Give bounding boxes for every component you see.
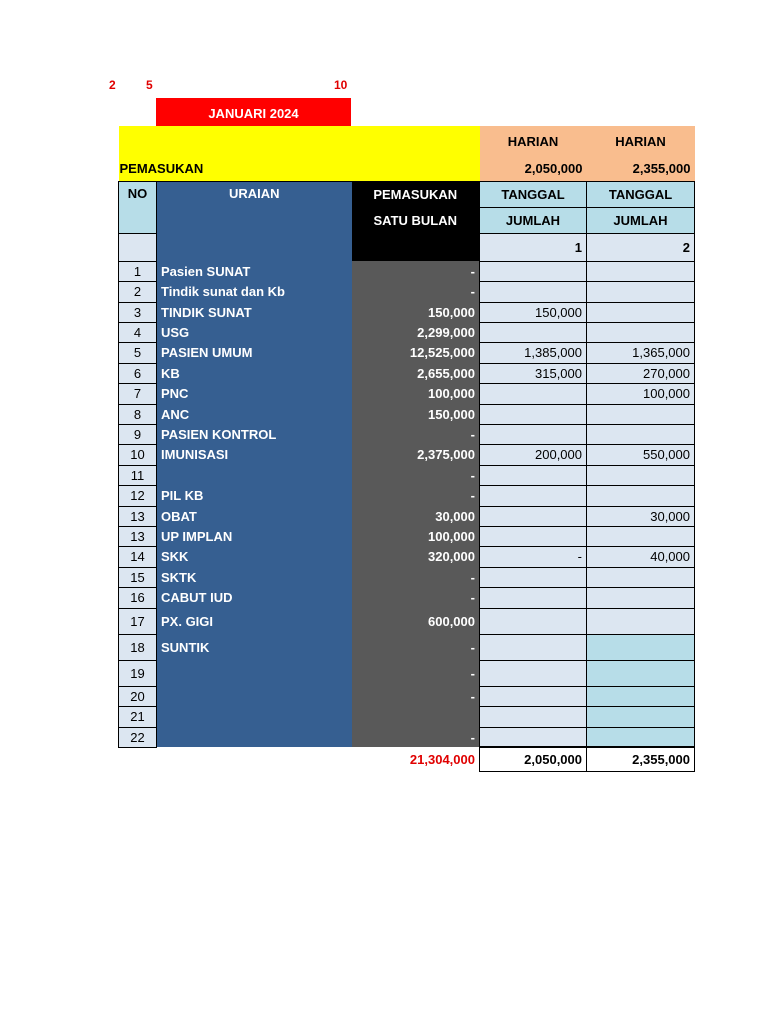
income-table bbox=[118, 126, 695, 772]
month-title: JANUARI 2024 bbox=[156, 98, 351, 126]
header-blank-uraian bbox=[157, 233, 352, 261]
table-row bbox=[119, 727, 695, 747]
row-uraian[interactable]: CABUT IUD bbox=[157, 587, 352, 608]
row-day-1[interactable] bbox=[480, 506, 587, 526]
row-day-1[interactable]: 200,000 bbox=[480, 444, 587, 465]
table-row bbox=[119, 485, 695, 506]
row-day-2[interactable] bbox=[587, 706, 695, 727]
table-row bbox=[119, 526, 695, 546]
table-row bbox=[119, 444, 695, 465]
row-no[interactable]: 13 bbox=[119, 506, 157, 526]
daily-label-1: HARIAN bbox=[480, 126, 587, 156]
daily-label-2: HARIAN bbox=[587, 126, 695, 156]
row-day-2[interactable] bbox=[587, 322, 695, 342]
table-row bbox=[119, 342, 695, 363]
row-total[interactable]: 2,655,000 bbox=[352, 363, 480, 383]
row-day-1[interactable] bbox=[480, 261, 587, 281]
header-jumlah-2: JUMLAH bbox=[587, 207, 695, 233]
row-uraian[interactable]: PNC bbox=[157, 383, 352, 404]
row-day-2[interactable] bbox=[587, 608, 695, 634]
row-no[interactable]: 8 bbox=[119, 404, 157, 424]
table-row bbox=[119, 706, 695, 727]
row-day-1[interactable] bbox=[480, 322, 587, 342]
header-pemasukan: PEMASUKAN bbox=[352, 181, 480, 207]
row-day-1[interactable] bbox=[480, 727, 587, 747]
row-uraian[interactable]: Pasien SUNAT bbox=[157, 261, 352, 281]
row-no[interactable]: 17 bbox=[119, 608, 157, 634]
row-total[interactable] bbox=[352, 706, 480, 727]
row-no[interactable]: 5 bbox=[119, 342, 157, 363]
table-row bbox=[119, 634, 695, 660]
row-no[interactable]: 20 bbox=[119, 686, 157, 706]
table-row bbox=[119, 383, 695, 404]
totals-blank bbox=[119, 747, 157, 771]
table-row bbox=[119, 322, 695, 342]
row-day-1[interactable]: 1,385,000 bbox=[480, 342, 587, 363]
row-day-2[interactable] bbox=[587, 587, 695, 608]
row-day-2[interactable]: 40,000 bbox=[587, 546, 695, 567]
row-total[interactable]: 30,000 bbox=[352, 506, 480, 526]
row-day-1[interactable] bbox=[480, 281, 587, 302]
row-day-2[interactable] bbox=[587, 261, 695, 281]
row-day-2[interactable] bbox=[587, 634, 695, 660]
row-day-2[interactable]: 550,000 bbox=[587, 444, 695, 465]
row-uraian[interactable]: Tindik sunat dan Kb bbox=[157, 281, 352, 302]
header-blank-pemasukan bbox=[352, 233, 480, 261]
row-day-2[interactable] bbox=[587, 485, 695, 506]
row-total[interactable]: - bbox=[352, 660, 480, 686]
row-total[interactable]: 320,000 bbox=[352, 546, 480, 567]
table-row bbox=[119, 567, 695, 587]
row-no[interactable]: 15 bbox=[119, 567, 157, 587]
row-total[interactable]: 150,000 bbox=[352, 302, 480, 322]
row-no[interactable]: 22 bbox=[119, 727, 157, 747]
row-no[interactable]: 12 bbox=[119, 485, 157, 506]
row-day-1[interactable] bbox=[480, 660, 587, 686]
total-month: 21,304,000 bbox=[409, 751, 475, 767]
row-day-1[interactable] bbox=[480, 686, 587, 706]
row-no[interactable]: 1 bbox=[119, 261, 157, 281]
row-day-2[interactable]: 30,000 bbox=[587, 506, 695, 526]
table-row bbox=[119, 608, 695, 634]
table-row bbox=[119, 261, 695, 281]
column-marker-2: 2 bbox=[109, 78, 116, 92]
row-day-2[interactable] bbox=[587, 660, 695, 686]
table-row bbox=[119, 506, 695, 526]
header-satu-bulan: SATU BULAN bbox=[352, 207, 480, 233]
row-day-2[interactable] bbox=[587, 281, 695, 302]
total-day-1: 2,050,000 bbox=[480, 747, 587, 771]
row-total[interactable]: - bbox=[352, 567, 480, 587]
row-day-1[interactable] bbox=[480, 706, 587, 727]
row-day-2[interactable] bbox=[587, 465, 695, 485]
row-uraian[interactable]: SKK bbox=[157, 546, 352, 567]
table-row bbox=[119, 281, 695, 302]
row-uraian[interactable]: PASIEN KONTROL bbox=[157, 424, 352, 444]
row-uraian[interactable] bbox=[157, 706, 352, 727]
table-row bbox=[119, 686, 695, 706]
row-no[interactable]: 21 bbox=[119, 706, 157, 727]
row-total[interactable]: - bbox=[352, 424, 480, 444]
row-total[interactable]: - bbox=[352, 485, 480, 506]
row-uraian[interactable]: OBAT bbox=[157, 506, 352, 526]
totals-blank bbox=[157, 747, 352, 771]
table-row bbox=[119, 404, 695, 424]
row-day-2[interactable]: 1,365,000 bbox=[587, 342, 695, 363]
header-uraian: URAIAN bbox=[157, 181, 352, 233]
table-row bbox=[119, 302, 695, 322]
header-jumlah-1: JUMLAH bbox=[480, 207, 587, 233]
row-day-1[interactable] bbox=[480, 383, 587, 404]
row-day-1[interactable] bbox=[480, 634, 587, 660]
row-uraian[interactable]: PX. GIGI bbox=[157, 608, 352, 634]
table-row bbox=[119, 424, 695, 444]
row-day-2[interactable] bbox=[587, 404, 695, 424]
row-total[interactable]: - bbox=[352, 634, 480, 660]
row-no[interactable]: 16 bbox=[119, 587, 157, 608]
row-day-2[interactable]: 100,000 bbox=[587, 383, 695, 404]
row-total[interactable]: - bbox=[352, 587, 480, 608]
row-uraian[interactable] bbox=[157, 660, 352, 686]
row-uraian[interactable]: TINDIK SUNAT bbox=[157, 302, 352, 322]
daily-amount-2: 2,355,000 bbox=[587, 156, 695, 181]
row-no[interactable]: 7 bbox=[119, 383, 157, 404]
row-no[interactable]: 13 bbox=[119, 526, 157, 546]
row-day-1[interactable] bbox=[480, 608, 587, 634]
row-total[interactable]: 100,000 bbox=[352, 383, 480, 404]
row-uraian[interactable]: IMUNISASI bbox=[157, 444, 352, 465]
row-uraian[interactable]: KB bbox=[157, 363, 352, 383]
day-number-2: 2 bbox=[587, 233, 695, 261]
row-no[interactable]: 3 bbox=[119, 302, 157, 322]
row-total[interactable]: - bbox=[352, 281, 480, 302]
header-blank-no bbox=[119, 233, 157, 261]
row-no[interactable]: 9 bbox=[119, 424, 157, 444]
yellow-band bbox=[119, 126, 480, 156]
row-day-2[interactable] bbox=[587, 526, 695, 546]
row-uraian[interactable]: UP IMPLAN bbox=[157, 526, 352, 546]
row-uraian[interactable]: PIL KB bbox=[157, 485, 352, 506]
header-tanggal-2: TANGGAL bbox=[587, 181, 695, 207]
table-row bbox=[119, 546, 695, 567]
header-tanggal-1: TANGGAL bbox=[480, 181, 587, 207]
row-day-1[interactable] bbox=[480, 485, 587, 506]
row-uraian[interactable] bbox=[157, 465, 352, 485]
row-uraian[interactable] bbox=[157, 686, 352, 706]
row-total[interactable]: 12,525,000 bbox=[352, 342, 480, 363]
row-day-1[interactable] bbox=[480, 404, 587, 424]
table-row bbox=[119, 465, 695, 485]
row-day-1[interactable] bbox=[480, 465, 587, 485]
row-day-2[interactable] bbox=[587, 727, 695, 747]
daily-amount-1: 2,050,000 bbox=[480, 156, 587, 181]
row-no[interactable]: 19 bbox=[119, 660, 157, 686]
row-day-2[interactable] bbox=[587, 424, 695, 444]
row-day-1[interactable]: 150,000 bbox=[480, 302, 587, 322]
section-label: PEMASUKAN bbox=[119, 156, 480, 181]
row-no[interactable]: 4 bbox=[119, 322, 157, 342]
row-day-1[interactable] bbox=[480, 424, 587, 444]
row-no[interactable]: 10 bbox=[119, 444, 157, 465]
row-day-1[interactable] bbox=[480, 567, 587, 587]
table-row bbox=[119, 363, 695, 383]
row-day-2[interactable] bbox=[587, 302, 695, 322]
row-total[interactable]: 600,000 bbox=[352, 608, 480, 634]
row-total[interactable]: 150,000 bbox=[352, 404, 480, 424]
row-total[interactable]: 2,299,000 bbox=[352, 322, 480, 342]
row-no[interactable]: 2 bbox=[119, 281, 157, 302]
column-marker-10: 10 bbox=[334, 78, 348, 92]
row-no[interactable]: 6 bbox=[119, 363, 157, 383]
row-day-2[interactable]: 270,000 bbox=[587, 363, 695, 383]
row-uraian[interactable]: ANC bbox=[157, 404, 352, 424]
row-total[interactable]: 2,375,000 bbox=[352, 444, 480, 465]
row-no[interactable]: 18 bbox=[119, 634, 157, 660]
row-day-1[interactable]: - bbox=[480, 546, 587, 567]
row-total[interactable]: - bbox=[352, 261, 480, 281]
row-uraian[interactable]: USG bbox=[157, 322, 352, 342]
header-no: NO bbox=[119, 181, 157, 233]
row-day-1[interactable] bbox=[480, 587, 587, 608]
row-day-1[interactable] bbox=[480, 526, 587, 546]
row-uraian[interactable]: SUNTIK bbox=[157, 634, 352, 660]
row-uraian[interactable] bbox=[157, 727, 352, 747]
column-marker-5: 5 bbox=[146, 78, 153, 92]
row-day-2[interactable] bbox=[587, 686, 695, 706]
row-day-2[interactable] bbox=[587, 567, 695, 587]
row-total[interactable]: 100,000 bbox=[352, 526, 480, 546]
row-total[interactable]: - bbox=[352, 727, 480, 747]
row-total[interactable]: - bbox=[352, 686, 480, 706]
table-row bbox=[119, 587, 695, 608]
row-day-1[interactable]: 315,000 bbox=[480, 363, 587, 383]
total-day-2: 2,355,000 bbox=[587, 747, 695, 771]
row-uraian[interactable]: PASIEN UMUM bbox=[157, 342, 352, 363]
row-total[interactable]: - bbox=[352, 465, 480, 485]
row-no[interactable]: 14 bbox=[119, 546, 157, 567]
row-no[interactable]: 11 bbox=[119, 465, 157, 485]
totals-row bbox=[119, 747, 695, 771]
table-row bbox=[119, 660, 695, 686]
day-number-1: 1 bbox=[480, 233, 587, 261]
row-uraian[interactable]: SKTK bbox=[157, 567, 352, 587]
